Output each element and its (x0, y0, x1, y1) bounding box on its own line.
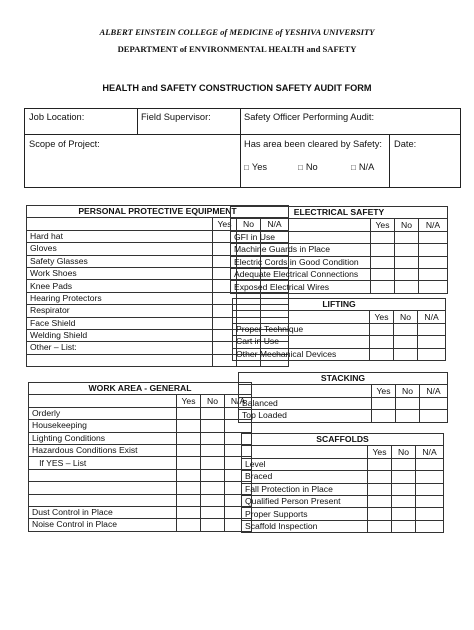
cleared-no-label: No (305, 162, 318, 172)
ppe-item-label: Safety Glasses (27, 255, 213, 267)
cleared-na-option[interactable] (351, 162, 374, 172)
table-row (29, 420, 252, 432)
scaffolds-item-label: Scaffold Inspection (242, 520, 368, 532)
table-row (233, 323, 446, 335)
no-check-cell[interactable] (395, 268, 419, 280)
scaffolds-item-label: Level (242, 458, 368, 470)
table-row (239, 410, 448, 422)
ppe-item-label[interactable] (27, 354, 213, 366)
no-check-cell[interactable] (394, 348, 418, 360)
table-row (231, 231, 448, 243)
table-row (29, 506, 252, 518)
column-header-no: No (394, 311, 418, 323)
no-check-cell[interactable] (392, 495, 416, 507)
lifting-item-label: Other Mechanical Devices (233, 348, 370, 360)
cleared-na-label: N/A (358, 162, 375, 172)
yes-check-cell[interactable] (372, 410, 396, 422)
job-location-field[interactable]: Job Location: (29, 112, 85, 122)
yes-check-cell[interactable] (370, 336, 394, 348)
yes-check-cell[interactable] (177, 457, 201, 469)
column-header-no: No (237, 218, 261, 230)
na-check-cell[interactable] (416, 520, 444, 532)
date-field[interactable]: Date: (394, 139, 417, 149)
work-area-item-label[interactable] (29, 494, 177, 506)
table-row (242, 471, 444, 483)
electrical-item-label: Electric Cords in Good Condition (231, 256, 371, 268)
electrical-item-label: Exposed Electrical Wires (231, 281, 371, 293)
yes-check-cell[interactable] (177, 444, 201, 456)
table-row (29, 494, 252, 506)
column-header-no: No (201, 395, 225, 407)
no-check-cell[interactable] (396, 410, 420, 422)
yes-check-cell[interactable] (177, 519, 201, 531)
column-header-na: N/A (261, 218, 289, 230)
no-check-cell[interactable] (201, 482, 225, 494)
table-row (242, 483, 444, 495)
na-check-cell[interactable] (419, 268, 448, 280)
column-header-yes: Yes (370, 311, 394, 323)
no-check-cell[interactable] (201, 444, 225, 456)
table-row (29, 407, 252, 419)
work-area-item-label: Lighting Conditions (29, 432, 177, 444)
column-header-blank (231, 219, 371, 231)
table-row (231, 244, 448, 256)
yes-check-cell[interactable] (368, 520, 392, 532)
column-header-blank (233, 311, 370, 323)
yes-check-cell[interactable] (372, 397, 396, 409)
table-row (233, 348, 446, 360)
ppe-item-label: Respirator (27, 305, 213, 317)
work-area-item-label: Dust Control in Place (29, 506, 177, 518)
yes-check-cell[interactable] (370, 348, 394, 360)
yes-check-cell[interactable] (371, 268, 395, 280)
column-header-na: N/A (419, 219, 448, 231)
na-check-cell[interactable] (420, 397, 448, 409)
no-check-cell[interactable] (394, 323, 418, 335)
yes-check-cell[interactable] (371, 281, 395, 293)
yes-check-cell[interactable] (368, 508, 392, 520)
yes-check-cell[interactable] (177, 469, 201, 481)
column-header-yes: Yes (177, 395, 201, 407)
project-info-box (24, 108, 461, 188)
scaffolds-item-label: Fall Protection in Place (242, 483, 368, 495)
yes-check-cell[interactable] (177, 482, 201, 494)
yes-check-cell[interactable] (368, 483, 392, 495)
table-row (242, 458, 444, 470)
ppe-item-label: Gloves (27, 243, 213, 255)
electrical-title: ELECTRICAL SAFETY (231, 207, 448, 219)
na-check-cell[interactable] (419, 256, 448, 268)
no-check-cell[interactable] (392, 483, 416, 495)
column-header-na: N/A (416, 446, 444, 458)
electrical-item-label: Machine Guards in Place (231, 244, 371, 256)
column-header-na: N/A (418, 311, 446, 323)
na-check-cell[interactable] (419, 231, 448, 243)
no-check-cell[interactable] (395, 244, 419, 256)
cleared-by-safety-label: Has area been cleared by Safety: (244, 139, 382, 149)
checkbox-icon[interactable]: □ (244, 163, 249, 172)
column-header-blank (27, 218, 213, 230)
na-check-cell[interactable] (416, 458, 444, 470)
column-header-yes: Yes (368, 446, 392, 458)
stacking-item-label: Balanced (239, 397, 372, 409)
stacking-table (238, 372, 448, 423)
no-check-cell[interactable] (201, 420, 225, 432)
table-row (231, 268, 448, 280)
yes-check-cell[interactable] (177, 506, 201, 518)
table-row (231, 256, 448, 268)
work-area-item-label: Orderly (29, 407, 177, 419)
work-area-item-label[interactable] (29, 469, 177, 481)
ppe-item-label: Work Shoes (27, 267, 213, 279)
scaffolds-item-label: Qualified Person Present (242, 495, 368, 507)
stacking-title: STACKING (239, 373, 448, 385)
yes-check-cell[interactable] (177, 494, 201, 506)
form-title: HEALTH and SAFETY CONSTRUCTION SAFETY AUDIT FORM (102, 83, 372, 93)
table-row (239, 397, 448, 409)
no-check-cell[interactable] (396, 397, 420, 409)
table-row (29, 469, 252, 481)
cleared-yes-option[interactable] (244, 162, 267, 172)
table-row (29, 519, 252, 531)
yes-check-cell[interactable] (370, 323, 394, 335)
no-check-cell[interactable] (392, 471, 416, 483)
ppe-item-label: Other – List: (27, 342, 213, 354)
no-check-cell[interactable] (201, 469, 225, 481)
no-check-cell[interactable] (395, 256, 419, 268)
scope-of-project-field[interactable]: Scope of Project: (29, 139, 100, 149)
column-header-no: No (395, 219, 419, 231)
yes-check-cell[interactable] (177, 420, 201, 432)
table-row (29, 457, 252, 469)
no-check-cell[interactable] (392, 508, 416, 520)
scaffolds-item-label: Proper Supports (242, 508, 368, 520)
no-check-cell[interactable] (201, 407, 225, 419)
ppe-item-label: Hard hat (27, 230, 213, 242)
na-check-cell[interactable] (416, 508, 444, 520)
work-area-item-label: Noise Control in Place (29, 519, 177, 531)
column-header-na: N/A (420, 385, 448, 397)
column-header-blank (29, 395, 177, 407)
no-check-cell[interactable] (394, 336, 418, 348)
no-check-cell[interactable] (201, 432, 225, 444)
no-check-cell[interactable] (201, 519, 225, 531)
electrical-item-label: GFI in Use (231, 231, 371, 243)
ppe-item-label: Face Shield (27, 317, 213, 329)
table-row (29, 482, 252, 494)
no-check-cell[interactable] (395, 281, 419, 293)
table-row (29, 432, 252, 444)
no-check-cell[interactable] (201, 506, 225, 518)
column-header-no: No (392, 446, 416, 458)
stacking-item-label: Top Loaded (239, 410, 372, 422)
lifting-table (232, 298, 446, 361)
yes-check-cell[interactable] (177, 407, 201, 419)
na-check-cell[interactable] (416, 495, 444, 507)
safety-officer-field[interactable]: Safety Officer Performing Audit: (244, 112, 375, 122)
na-check-cell[interactable] (418, 336, 446, 348)
yes-check-cell[interactable] (371, 244, 395, 256)
ppe-item-label: Welding Shield (27, 329, 213, 341)
column-header-yes: Yes (371, 219, 395, 231)
column-header-blank (242, 446, 368, 458)
no-check-cell[interactable] (201, 494, 225, 506)
na-check-cell[interactable] (419, 244, 448, 256)
na-check-cell[interactable] (418, 348, 446, 360)
work-area-item-label: Housekeeping (29, 420, 177, 432)
lifting-title: LIFTING (233, 299, 446, 311)
work-area-item-label: If YES – List (29, 457, 177, 469)
column-header-yes: Yes (372, 385, 396, 397)
yes-check-cell[interactable] (368, 471, 392, 483)
ppe-title: PERSONAL PROTECTIVE EQUIPMENT (27, 206, 289, 218)
na-check-cell[interactable] (416, 483, 444, 495)
yes-check-cell[interactable] (368, 495, 392, 507)
table-row (231, 281, 448, 293)
checkbox-icon[interactable]: □ (351, 163, 356, 172)
lifting-item-label: Cart in Use (233, 336, 370, 348)
scaffolds-item-label: Braced (242, 471, 368, 483)
column-header-na: N/A (225, 395, 252, 407)
yes-check-cell[interactable] (177, 432, 201, 444)
na-check-cell[interactable] (416, 471, 444, 483)
scaffolds-title: SCAFFOLDS (242, 434, 444, 446)
yes-check-cell[interactable] (368, 458, 392, 470)
table-row (233, 336, 446, 348)
ppe-item-label: Hearing Protectors (27, 292, 213, 304)
yes-check-cell[interactable] (371, 256, 395, 268)
checkbox-icon[interactable]: □ (298, 163, 303, 172)
no-check-cell[interactable] (392, 458, 416, 470)
table-row (242, 520, 444, 532)
na-check-cell[interactable] (420, 410, 448, 422)
na-check-cell[interactable] (418, 323, 446, 335)
column-header-no: No (396, 385, 420, 397)
yes-check-cell[interactable] (371, 231, 395, 243)
na-check-cell[interactable] (419, 281, 448, 293)
column-header-yes: Yes (213, 218, 237, 230)
column-header-blank (239, 385, 372, 397)
cleared-no-option[interactable] (298, 162, 318, 172)
scaffolds-table (241, 433, 444, 533)
ppe-item-label: Knee Pads (27, 280, 213, 292)
no-check-cell[interactable] (395, 231, 419, 243)
electrical-safety-table (230, 206, 448, 294)
no-check-cell[interactable] (392, 520, 416, 532)
electrical-item-label: Adequate Electrical Connections (231, 268, 371, 280)
no-check-cell[interactable] (201, 457, 225, 469)
field-supervisor-field[interactable]: Field Supervisor: (141, 112, 211, 122)
work-area-table (28, 382, 252, 532)
cleared-yes-label: Yes (251, 162, 268, 172)
work-area-title: WORK AREA - GENERAL (29, 383, 252, 395)
table-row (242, 508, 444, 520)
lifting-item-label: Proper Technique (233, 323, 370, 335)
department-name: DEPARTMENT of ENVIRONMENTAL HEALTH and SAFETY (117, 44, 357, 54)
table-row (29, 444, 252, 456)
work-area-item-label[interactable] (29, 482, 177, 494)
work-area-item-label: Hazardous Conditions Exist (29, 444, 177, 456)
table-row (242, 495, 444, 507)
institution-name: ALBERT EINSTEIN COLLEGE of MEDICINE of YESHIVA UNIVERSITY (99, 27, 375, 37)
